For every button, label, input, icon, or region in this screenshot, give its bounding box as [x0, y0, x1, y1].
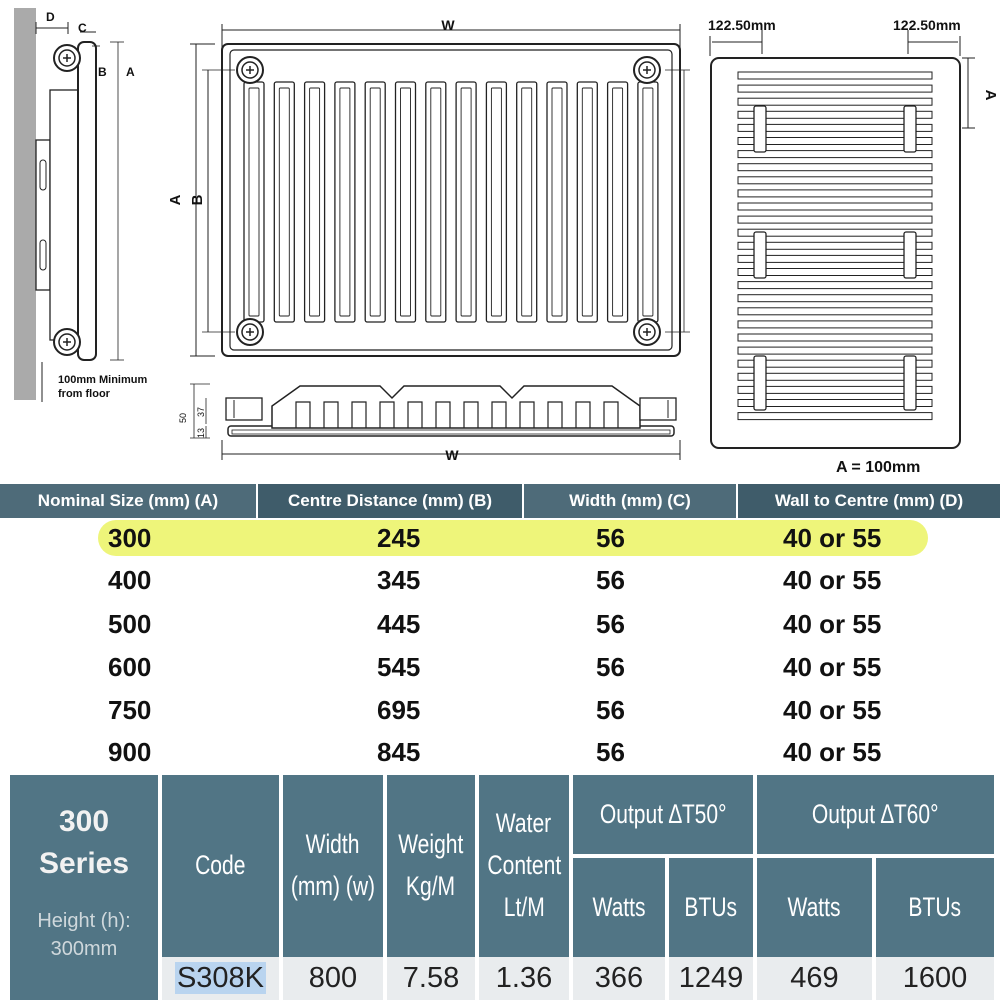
cell-wall: 40 or 55 [783, 565, 882, 595]
rear-slat [738, 98, 932, 105]
dim-37: 37 [196, 406, 206, 418]
cell-wall: 40 or 55 [783, 652, 882, 682]
header-width-w: Width (mm) (w) [283, 775, 383, 957]
rear-slat [738, 347, 932, 354]
cell-centre: 245 [377, 523, 421, 553]
table-row [0, 731, 1000, 773]
rear-slat [738, 138, 932, 145]
rear-slat [738, 334, 932, 341]
cell-centre: 695 [377, 695, 421, 725]
floor-note-line1: 100mm Minimum [58, 374, 148, 386]
front-view [167, 17, 690, 356]
header-nominal-size: Nominal Size (mm) (A) [0, 484, 256, 518]
table-row [0, 559, 1000, 601]
label-w-top: W [441, 17, 455, 33]
label-a-rear: A [982, 89, 999, 101]
series-number: 300 [58, 805, 110, 838]
header-weight: Weight Kg/M [387, 775, 475, 957]
height-label: Height (h): [37, 910, 131, 932]
header-centre-distance: Centre Distance (mm) (B) [258, 484, 522, 518]
cell-width: 56 [596, 565, 625, 595]
cell-width: 56 [596, 609, 625, 639]
header-t50-watts: Watts [573, 858, 665, 957]
rear-slat [738, 229, 932, 236]
table-row [0, 517, 1000, 559]
cell-t50-watts: 366 [573, 957, 665, 1000]
code-selected-text: S308K [176, 962, 265, 994]
cell-nominal: 900 [108, 737, 152, 767]
panel-flute [396, 82, 416, 322]
header-output-t50: Output ∆T50° [573, 775, 753, 854]
panel-flute [517, 82, 537, 322]
bracket-left-label: 122.50mm [708, 17, 776, 33]
label-c: C [78, 21, 87, 35]
cell-wall: 40 or 55 [783, 695, 882, 725]
rear-slat [738, 373, 932, 380]
panel-flute [365, 82, 385, 322]
rear-slat [738, 164, 932, 171]
cell-nominal: 750 [108, 695, 152, 725]
rear-view [708, 17, 999, 476]
panel-flute [456, 82, 476, 322]
cell-nominal: 300 [108, 523, 152, 553]
header-water-content: Water Content Lt/M [479, 775, 569, 957]
dim-13: 13 [196, 427, 206, 439]
header-wall-to-centre: Wall to Centre (mm) (D) [738, 484, 1000, 518]
rear-slat [738, 190, 932, 197]
header-t60-btus: BTUs [876, 858, 994, 957]
rear-slat [738, 321, 932, 328]
label-a: A [126, 65, 135, 79]
cell-t60-watts: 469 [757, 957, 872, 1000]
height-value: 300mm [50, 938, 118, 960]
dim-50: 50 [178, 412, 188, 424]
panel-flute [244, 82, 264, 322]
rear-slat [738, 295, 932, 302]
rear-slat [738, 413, 932, 420]
cell-nominal: 600 [108, 652, 152, 682]
rear-slat [738, 151, 932, 158]
rear-slat [738, 269, 932, 276]
cell-nominal: 400 [108, 565, 152, 595]
a-equals-label: A = 100mm [836, 459, 921, 476]
rear-slats [738, 72, 932, 420]
side-view [14, 8, 147, 402]
panel-flute [305, 82, 325, 322]
cell-centre: 345 [377, 565, 421, 595]
rear-slat [738, 124, 932, 131]
panel-flute [547, 82, 567, 322]
panel-flute [274, 82, 294, 322]
rear-slat [738, 360, 932, 367]
rear-slat [738, 255, 932, 262]
cell-t50-btus: 1249 [669, 957, 753, 1000]
cell-water-value: 1.36 [479, 957, 569, 1000]
top-view [178, 384, 680, 463]
label-a-front: A [167, 194, 184, 206]
cell-width-value: 800 [283, 957, 383, 1000]
header-t60-watts: Watts [757, 858, 872, 957]
bracket-right-label: 122.50mm [893, 17, 961, 33]
floor-note-line2: from floor [58, 388, 110, 400]
table-row [0, 646, 1000, 688]
label-w-bottom: W [445, 447, 459, 463]
cell-width: 56 [596, 737, 625, 767]
cell-weight-value: 7.58 [387, 957, 475, 1000]
cell-centre: 545 [377, 652, 421, 682]
cell-wall: 40 or 55 [783, 523, 882, 553]
size-table-header [0, 484, 1000, 518]
header-width: Width (mm) (C) [524, 484, 736, 518]
panel-flute [426, 82, 446, 322]
rear-slat [738, 242, 932, 249]
rear-slat [738, 308, 932, 315]
cell-centre: 845 [377, 737, 421, 767]
cell-t60-btus: 1600 [876, 957, 994, 1000]
wall-section [14, 8, 36, 400]
cell-nominal: 500 [108, 609, 152, 639]
rear-slat [738, 203, 932, 210]
cell-code [162, 957, 279, 1000]
header-code: Code [162, 775, 279, 957]
rear-slat [738, 177, 932, 184]
panel-flute [486, 82, 506, 322]
series-label: Series [38, 847, 130, 880]
label-b-front: B [189, 194, 206, 206]
cell-wall: 40 or 55 [783, 609, 882, 639]
cell-centre: 445 [377, 609, 421, 639]
table-row [0, 689, 1000, 731]
rear-slat [738, 386, 932, 393]
rear-slat [738, 85, 932, 92]
rear-slat [738, 111, 932, 118]
cell-wall: 40 or 55 [783, 737, 882, 767]
rear-slat [738, 216, 932, 223]
series-block [10, 775, 158, 1000]
rear-slat [738, 72, 932, 79]
panel-flute [577, 82, 597, 322]
cell-width: 56 [596, 695, 625, 725]
label-d: D [46, 10, 55, 24]
panel-flute [608, 82, 628, 322]
cell-width: 56 [596, 652, 625, 682]
radiator-diagrams [0, 0, 1000, 482]
cell-width: 56 [596, 523, 625, 553]
header-t50-btus: BTUs [669, 858, 753, 957]
rear-slat [738, 282, 932, 289]
rear-slat [738, 400, 932, 407]
label-b: B [98, 65, 107, 79]
panel-flute [638, 82, 658, 322]
header-output-t60: Output ∆T60° [757, 775, 994, 854]
panel-flute [335, 82, 355, 322]
table-row [0, 603, 1000, 645]
